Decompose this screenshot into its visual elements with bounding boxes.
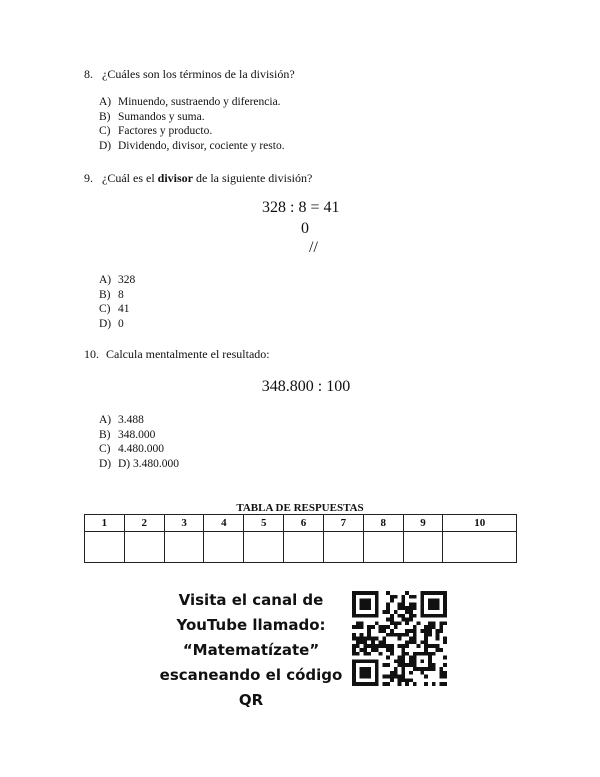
- answer-header-10: 10: [443, 515, 517, 532]
- option-10a[interactable]: A) 3.488: [99, 414, 144, 426]
- question-10: [84, 346, 270, 362]
- option-9b[interactable]: B) 8: [99, 288, 124, 301]
- answer-header-6: 6: [284, 515, 324, 532]
- promo-line-1: Visita el canal de: [178, 591, 324, 609]
- option-8a[interactable]: A) Minuendo, sustraendo y diferencia.: [99, 96, 281, 108]
- answer-cell-1[interactable]: [85, 532, 125, 563]
- answer-table-header-row: [85, 515, 517, 532]
- answer-header-2: 2: [124, 515, 164, 532]
- answer-table: [84, 514, 517, 563]
- option-8d[interactable]: D) Dividendo, divisor, cociente y resto.: [99, 139, 285, 152]
- answer-cell-10[interactable]: [443, 532, 517, 563]
- question-10-expression: 348.800 : 100: [261, 378, 351, 395]
- question-9: 9. ¿Cuál es el divisor de la siguiente división?: [84, 171, 313, 185]
- answer-header-8: 8: [363, 515, 403, 532]
- answer-cell-2[interactable]: [124, 532, 164, 563]
- option-9c[interactable]: C) 41: [99, 303, 130, 315]
- question-8-number: 8.: [84, 67, 93, 81]
- answer-table-input-row: [85, 532, 517, 563]
- promo-line-3: “Matematízate”: [182, 641, 320, 659]
- answer-header-7: 7: [323, 515, 363, 532]
- question-9-keyword: divisor: [157, 171, 193, 185]
- option-9d[interactable]: D) 0: [99, 317, 124, 330]
- question-10-text: Calcula mentalmente el resultado:: [106, 347, 270, 361]
- answer-cell-9[interactable]: [403, 532, 443, 563]
- division-end-mark: //: [309, 239, 318, 256]
- question-10-options: [99, 413, 179, 471]
- question-8-text: ¿Cuáles son los términos de la división?: [102, 67, 295, 81]
- youtube-promo-text: [158, 588, 344, 713]
- answer-header-3: 3: [164, 515, 204, 532]
- answer-cell-6[interactable]: [284, 532, 324, 563]
- promo-line-4: escaneando el código QR: [159, 666, 343, 709]
- question-8-options: [99, 95, 285, 153]
- qr-code-icon[interactable]: [352, 591, 447, 686]
- question-8: [84, 66, 295, 82]
- answer-cell-8[interactable]: [363, 532, 403, 563]
- answer-cell-3[interactable]: [164, 532, 204, 563]
- option-9a[interactable]: A) 328: [99, 274, 136, 286]
- answer-header-4: 4: [204, 515, 244, 532]
- answer-cell-7[interactable]: [323, 532, 363, 563]
- answer-header-9: 9: [403, 515, 443, 532]
- answer-table-title: TABLA DE RESPUESTAS: [236, 502, 364, 514]
- answer-header-1: 1: [85, 515, 125, 532]
- promo-line-2: YouTube llamado:: [176, 616, 326, 634]
- division-remainder: 0: [301, 220, 309, 237]
- answer-cell-5[interactable]: [244, 532, 284, 563]
- question-9-number: 9.: [84, 171, 93, 185]
- answer-header-5: 5: [244, 515, 284, 532]
- question-9-options: [99, 273, 135, 331]
- option-10c[interactable]: C) 4.480.000: [99, 443, 164, 455]
- division-equation: 328 : 8 = 41: [262, 199, 340, 216]
- option-8b[interactable]: B) Sumandos y suma.: [99, 110, 205, 123]
- answer-cell-4[interactable]: [204, 532, 244, 563]
- option-10b[interactable]: B) 348.000: [99, 428, 156, 441]
- question-10-number: 10.: [84, 347, 99, 361]
- option-10d[interactable]: D) D) 3.480.000: [99, 457, 180, 470]
- option-8c[interactable]: C) Factores y producto.: [99, 125, 213, 137]
